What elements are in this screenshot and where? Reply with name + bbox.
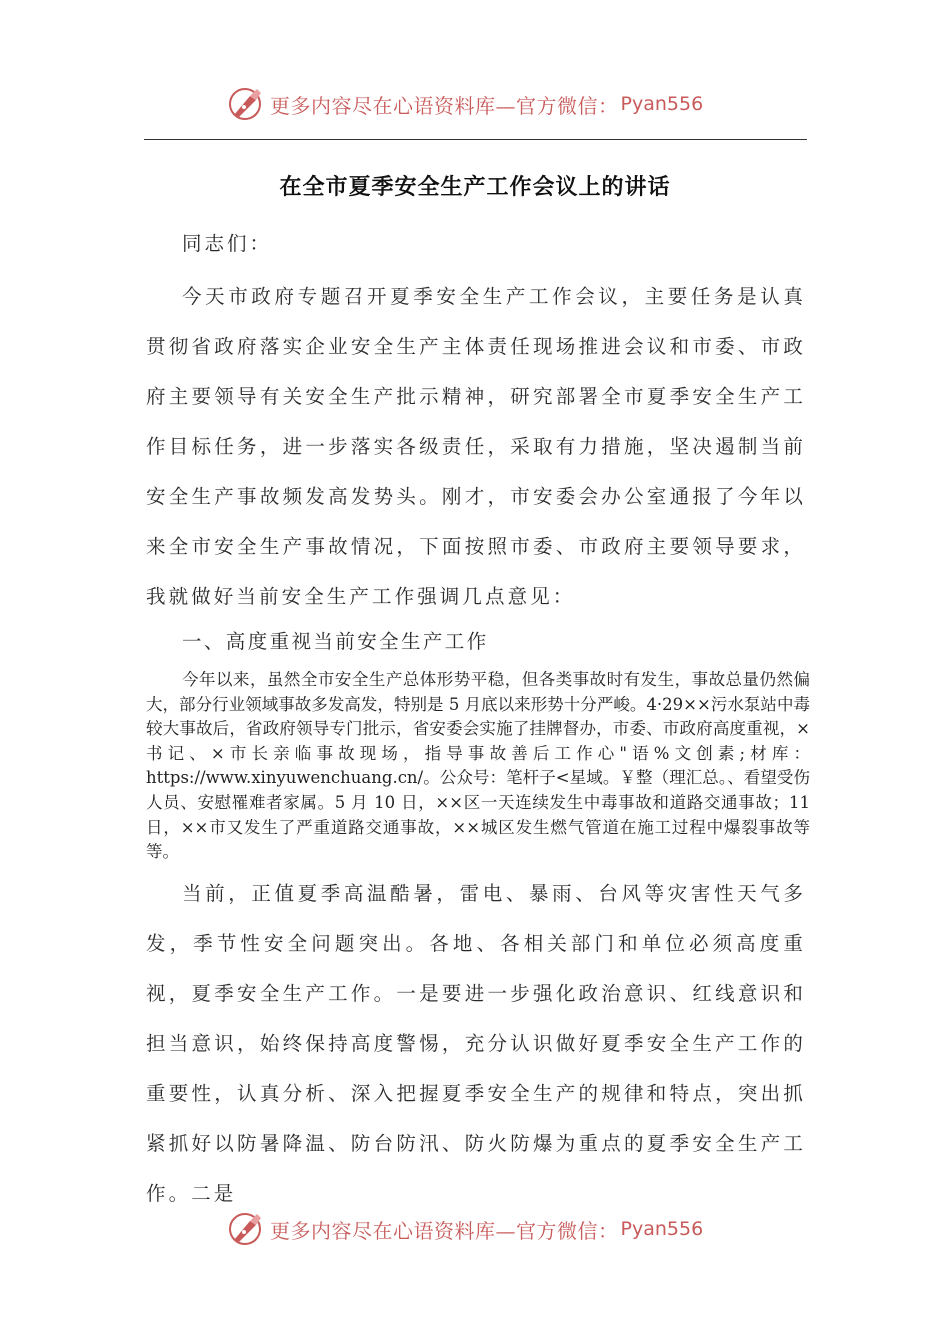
paragraph-2: 今年以来，虽然全市安全生产总体形势平稳，但各类事故时有发生，事故总量仍然偏大，部分行业领域事故多发高发，特别是 5 月底以来形势十分严峻。4·29××污水泵站中毒较大事故后，省政府领导专门批示，省安委会实施了挂牌督办，市委、市政府高度重视，×书记、×市长亲临事故现场，指导事故善后工作心"语%文创素;材库：https://www.xinyuwenchuang.cn/。公众号：笔杆子<星域。￥整（理汇总。、看望受伤人员、安慰罹难者家属。5 月 10 日，××区一天连续发生中毒事故和道路交通事故；11 日，××市又发生了严重道路交通事故，××城区发生燃气管道在施工过程中爆裂事故等等。 (146, 670, 810, 862)
header-banner (0, 82, 950, 126)
document-title: 在全市夏季安全生产工作会议上的讲话 (279, 175, 671, 200)
pen-nib-logo-icon (226, 84, 266, 124)
header-divider (144, 139, 807, 140)
wechat-id: Pyan556 (620, 1218, 704, 1240)
banner-text: 更多内容尽在心语资料库—官方微信： (270, 93, 619, 118)
pen-nib-logo-icon (226, 1209, 266, 1249)
paragraph-3-block (146, 869, 806, 1219)
section-heading-1: 一、高度重视当前安全生产工作 (182, 630, 489, 653)
greeting: 同志们： (182, 232, 273, 255)
paragraph-1-block (146, 272, 806, 622)
paragraph-3: 当前，正值夏季高温酷暑，雷电、暴雨、台风等灾害性天气多发，季节性安全问题突出。各地、各相关部门和单位必须高度重视，夏季安全生产工作。一是要进一步强化政治意识、红线意识和担当意识，始终保持高度警惕，充分认识做好夏季安全生产工作的重要性，认真分析、深入把握夏季安全生产的规律和特点，突出抓紧抓好以防暑降温、防台防汛、防火防爆为重点的夏季安全生产工作。二是 (146, 882, 806, 1205)
paragraph-1: 今天市政府专题召开夏季安全生产工作会议，主要任务是认真贯彻省政府落实企业安全生产主体责任现场推进会议和市委、市政府主要领导有关安全生产批示精神，研究部署全市夏季安全生产工作目标任务，进一步落实各级责任，采取有力措施，坚决遏制当前安全生产事故频发高发势头。刚才，市安委会办公室通报了今年以来全市安全生产事故情况，下面按照市委、市政府主要领导要求，我就做好当前安全生产工作强调几点意见： (146, 285, 806, 608)
footer-banner (0, 1207, 950, 1251)
wechat-id: Pyan556 (620, 93, 704, 115)
banner-text: 更多内容尽在心语资料库—官方微信： (270, 1218, 619, 1243)
